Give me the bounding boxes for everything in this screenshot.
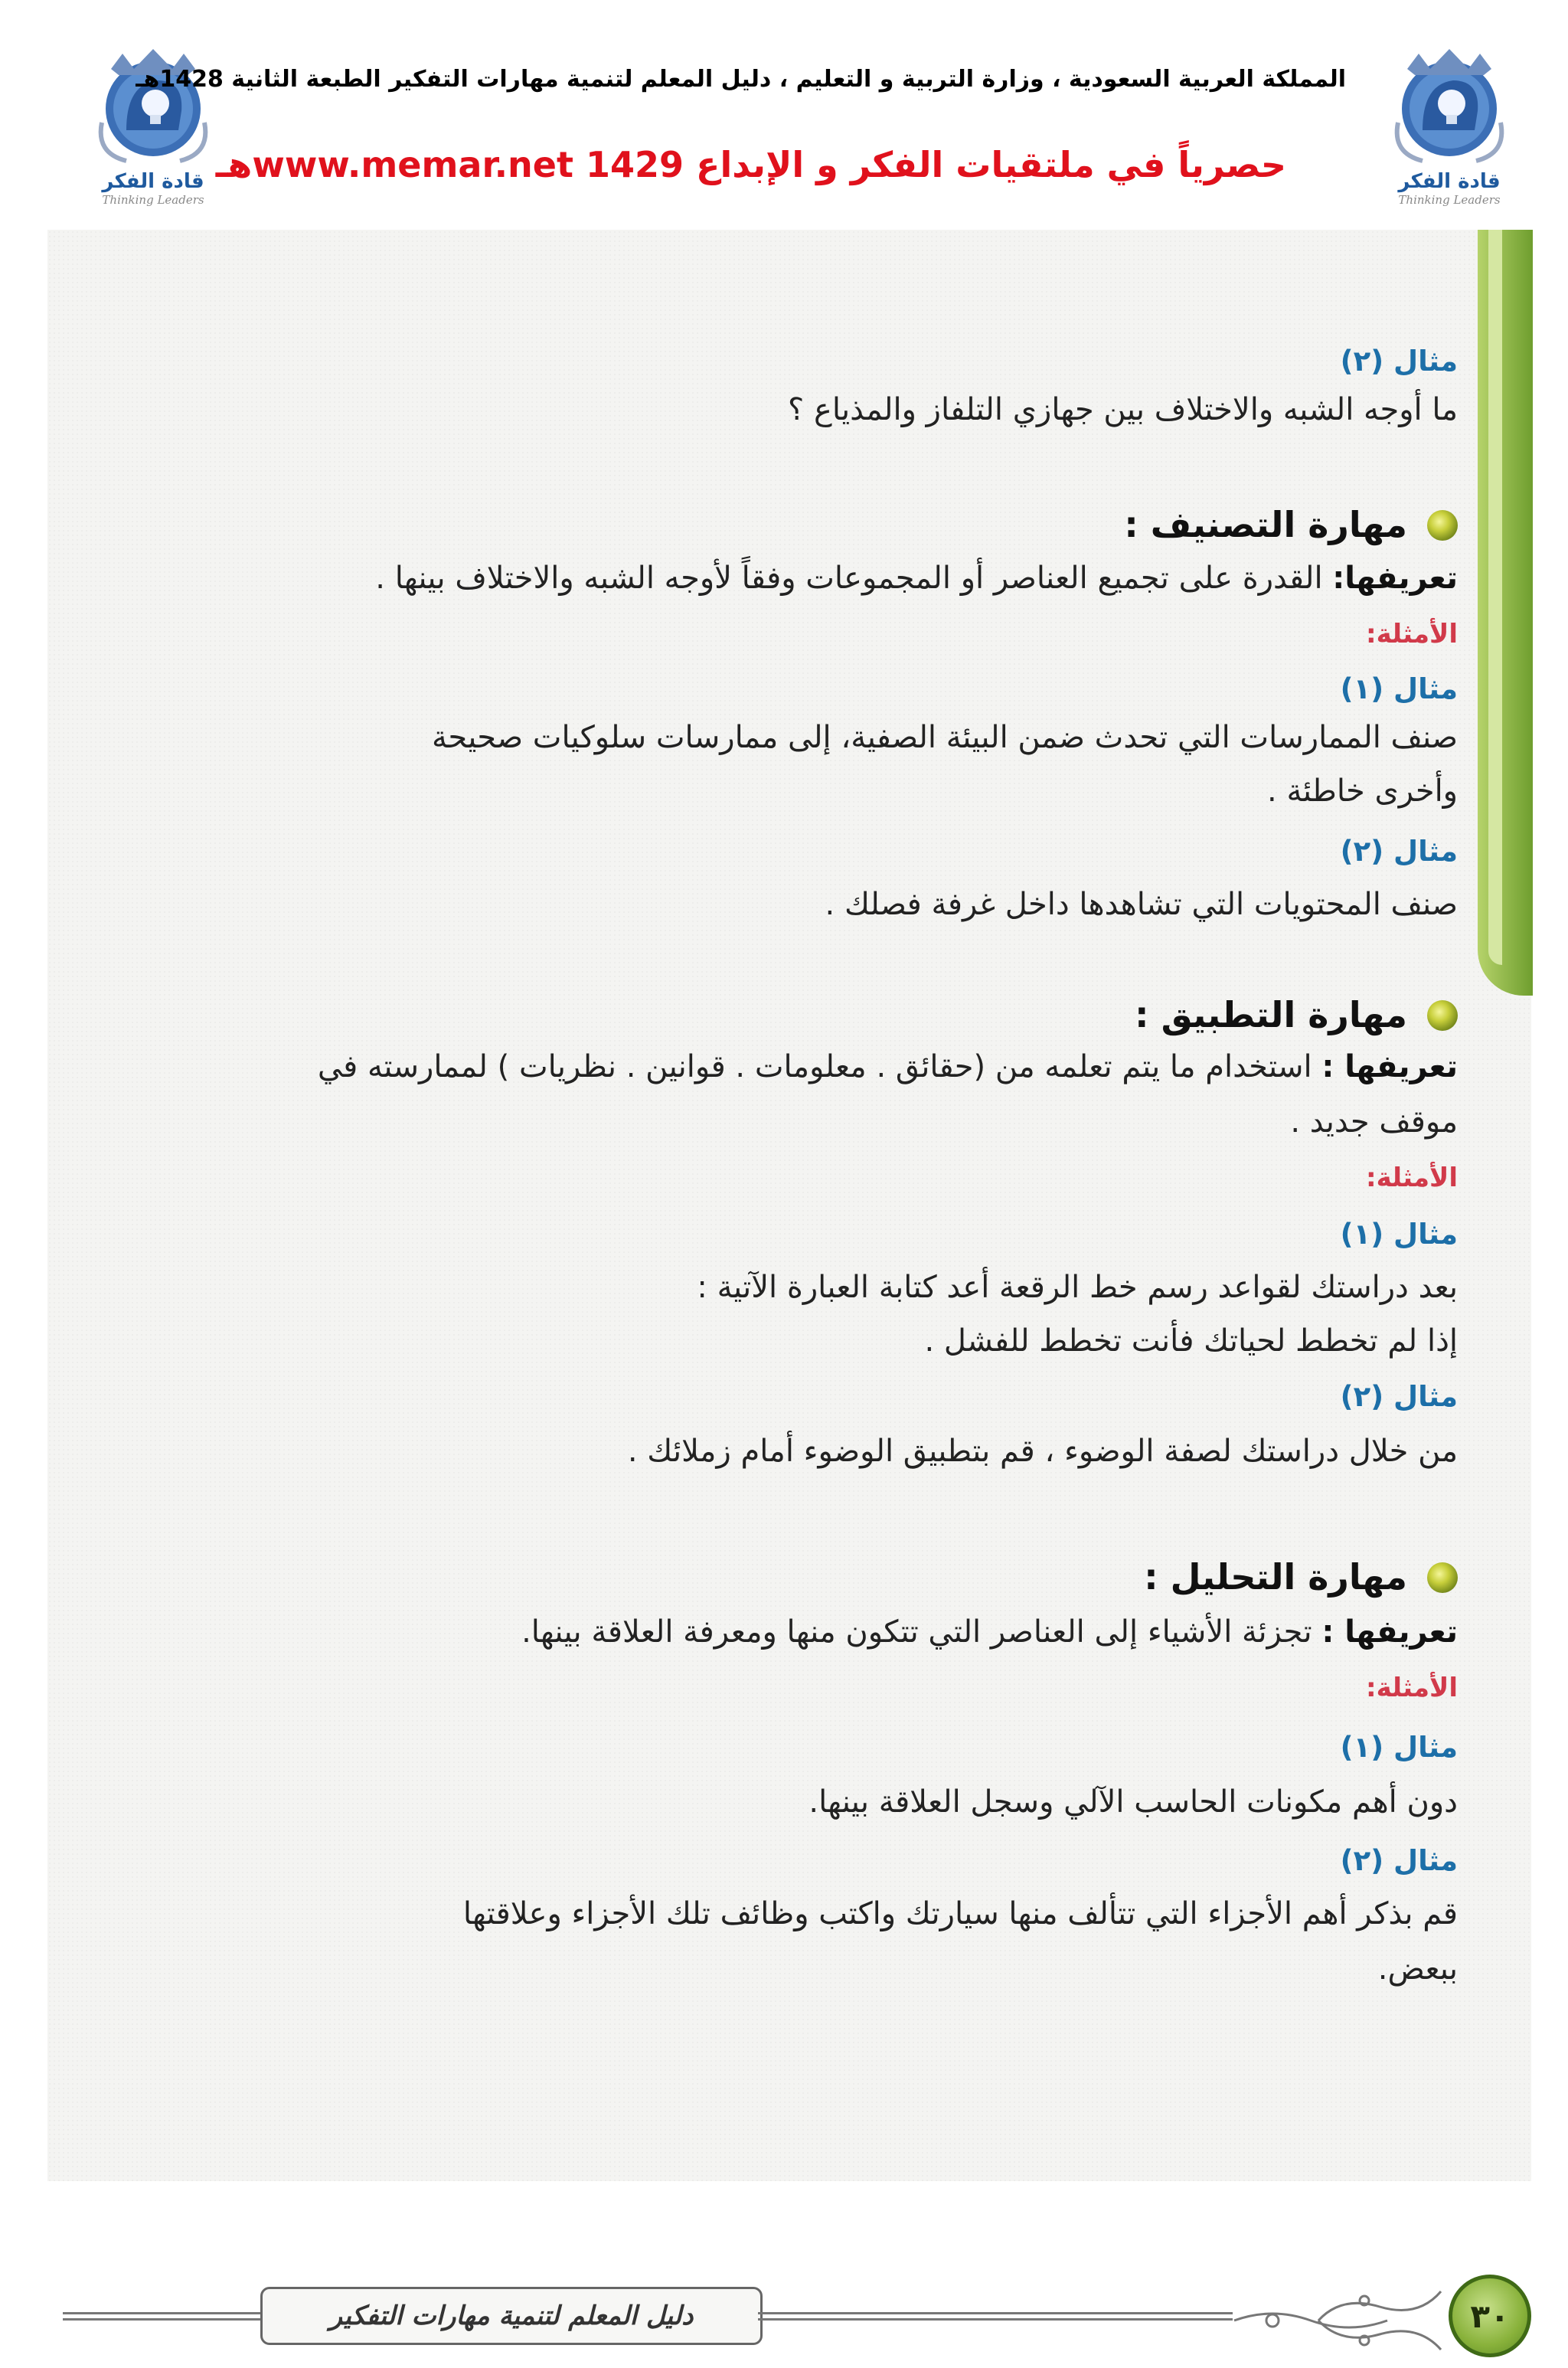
- example-label: مثال (٢): [1340, 835, 1458, 868]
- examples-heading: الأمثلة:: [1366, 1673, 1458, 1703]
- example-label: مثال (١): [1340, 1218, 1458, 1251]
- examples-heading: الأمثلة:: [1366, 619, 1458, 649]
- logo-text: قادة الفكر: [1398, 170, 1501, 193]
- example-label: مثال (٢): [1340, 345, 1458, 378]
- example-text: وأخرى خاطئة .: [1267, 774, 1458, 809]
- example-text: بعد دراستك لقواعد رسم خط الرقعة أعد كتابة العبارة الآتية :: [697, 1270, 1458, 1305]
- logo-emblem-icon: [1377, 38, 1522, 176]
- example-text: ما أوجه الشبه والاختلاف بين جهازي التلفاز والمذياع ؟: [788, 392, 1458, 427]
- bullet-icon: [1427, 1562, 1458, 1593]
- definition-application: تعريفها : استخدام ما يتم تعلمه من (حقائق . معلومات . قوانين . نظريات ) لممارسته في: [317, 1049, 1458, 1084]
- example-text: قم بذكر أهم الأجزاء التي تتألف منها سيارتك واكتب وظائف تلك الأجزاء وعلاقتها: [462, 1896, 1458, 1931]
- section-title-classification: مهارة التصنيف :: [1124, 504, 1458, 545]
- example-text: إذا لم تخطط لحياتك فأنت تخطط للفشل .: [924, 1323, 1458, 1359]
- examples-heading: الأمثلة:: [1366, 1163, 1458, 1193]
- page-number: ٣٠: [1449, 2275, 1531, 2357]
- example-label: مثال (١): [1340, 1731, 1458, 1764]
- example-text: ببعض.: [1377, 1951, 1458, 1987]
- footer-rule-left: [63, 2318, 260, 2321]
- example-label: مثال (٢): [1340, 1380, 1458, 1413]
- example-label: مثال (١): [1340, 672, 1458, 705]
- logo-subtext: Thinking Leaders: [102, 193, 204, 207]
- scanned-page: [47, 230, 1531, 2335]
- bullet-icon: [1427, 1000, 1458, 1031]
- footer-ornament-icon: [1227, 2284, 1449, 2353]
- page-footer: [47, 2276, 1531, 2368]
- thinking-leaders-logo-right: [1377, 38, 1522, 207]
- bullet-icon: [1427, 510, 1458, 541]
- definition-application-cont: موقف جديد .: [1290, 1104, 1458, 1140]
- definition-classification: تعريفها: القدرة على تجميع العناصر أو المجموعات وفقاً لأوجه الشبه والاختلاف بينها .: [375, 561, 1458, 596]
- footer-rule-right: [758, 2312, 1233, 2314]
- logo-emblem-icon: [80, 38, 226, 176]
- header-title: المملكة العربية السعودية ، وزارة التربية و التعليم ، دليل المعلم لتنمية مهارات التفكير الطبعة الثانية 1428هـ: [136, 66, 1346, 93]
- footer-rule-left: [63, 2312, 260, 2314]
- footer-rule-right: [758, 2318, 1233, 2321]
- example-text: من خلال دراستك لصفة الوضوء ، قم بتطبيق الوضوء أمام زملائك .: [627, 1434, 1458, 1469]
- example-text: دون أهم مكونات الحاسب الآلي وسجل العلاقة بينها.: [808, 1784, 1458, 1820]
- example-label: مثال (٢): [1340, 1844, 1458, 1877]
- logo-text: قادة الفكر: [102, 170, 204, 193]
- thinking-leaders-logo-left: [80, 38, 226, 207]
- page-header: [0, 0, 1568, 222]
- example-text: صنف الممارسات التي تحدث ضمن البيئة الصفية، إلى ممارسات سلوكيات صحيحة: [431, 720, 1458, 755]
- logo-subtext: Thinking Leaders: [1398, 193, 1501, 207]
- header-website-line: حصرياً في ملتقيات الفكر و الإبداع www.memar.net 1429هـ: [215, 144, 1286, 185]
- section-title-application: مهارة التطبيق :: [1135, 994, 1458, 1035]
- definition-analysis: تعريفها : تجزئة الأشياء إلى العناصر التي تتكون منها ومعرفة العلاقة بينها.: [521, 1614, 1458, 1650]
- footer-title: دليل المعلم لتنمية مهارات التفكير: [260, 2287, 763, 2345]
- green-side-tab: [1478, 230, 1533, 996]
- example-text: صنف المحتويات التي تشاهدها داخل غرفة فصلك .: [825, 887, 1458, 922]
- section-title-analysis: مهارة التحليل :: [1144, 1556, 1458, 1598]
